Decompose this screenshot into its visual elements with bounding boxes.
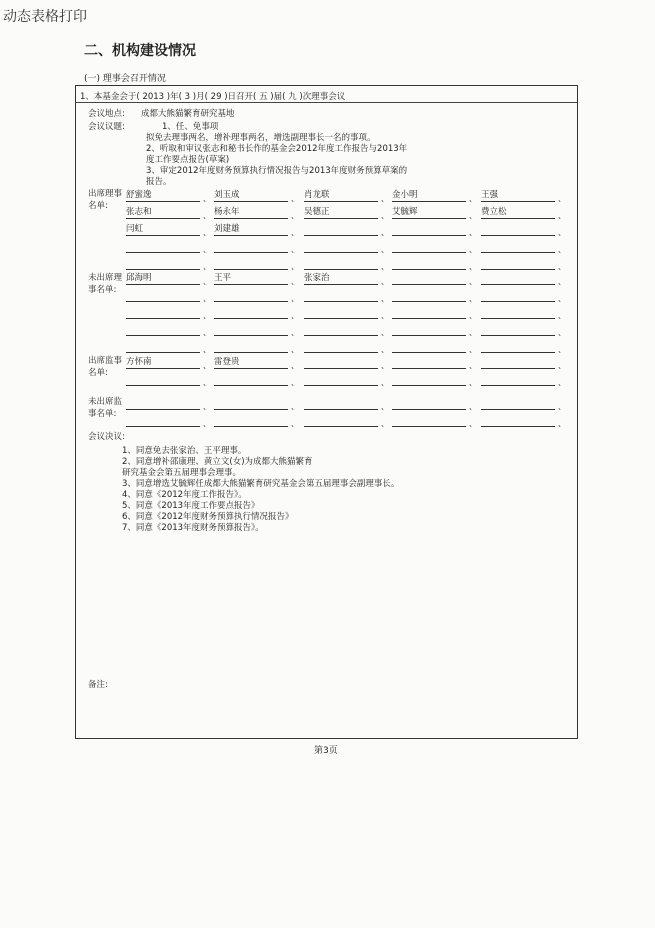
name-slot (304, 307, 378, 319)
separator: 、 (381, 262, 389, 271)
name-slot (304, 398, 378, 410)
name-slot: 张志和 (126, 207, 200, 219)
separator: 、 (203, 328, 211, 337)
name-slot (126, 241, 200, 253)
name-slot: 刘建雄 (214, 224, 288, 236)
separator: 、 (291, 211, 299, 220)
separator: 、 (203, 262, 211, 271)
name-slot (126, 374, 200, 386)
name-slot (392, 273, 466, 285)
name-slot: 艾毓辉 (392, 207, 466, 219)
absent-directors-label (88, 272, 122, 296)
name-slot (214, 341, 288, 353)
separator: 、 (203, 245, 211, 254)
separator: 、 (381, 402, 389, 411)
separator: 、 (558, 328, 566, 337)
label-line: 事名单: (88, 409, 117, 419)
name-slot: 费立松 (481, 207, 555, 219)
separator: 、 (469, 294, 477, 303)
name-slot: 闫虹 (126, 224, 200, 236)
separator: 、 (291, 378, 299, 387)
separator: 、 (203, 378, 211, 387)
separator: 、 (558, 345, 566, 354)
separator: 、 (469, 328, 477, 337)
separator: 、 (469, 345, 477, 354)
separator: 、 (558, 311, 566, 320)
name-slot (126, 324, 200, 336)
separator: 、 (469, 277, 477, 286)
name-slot (481, 357, 555, 369)
year-label: 年 (170, 92, 179, 102)
separator: 、 (381, 378, 389, 387)
day-label: 日召开 (227, 92, 254, 102)
separator: 、 (291, 245, 299, 254)
name-slot (214, 307, 288, 319)
name-slot (304, 290, 378, 302)
label-line: 名单: (88, 201, 108, 211)
name-slot (214, 415, 288, 427)
separator: 、 (203, 419, 211, 428)
separator: 、 (381, 345, 389, 354)
name-slot (304, 224, 378, 236)
name-slot (481, 224, 555, 236)
separator: 、 (558, 402, 566, 411)
separator: 、 (203, 211, 211, 220)
name-slot: 吴德正 (304, 207, 378, 219)
name-slot (392, 357, 466, 369)
section-title: 二、机构建设情况 (84, 43, 196, 59)
separator: 、 (381, 277, 389, 286)
name-slot (304, 357, 378, 369)
separator: 、 (291, 294, 299, 303)
subsection-title: (一) 理事会召开情况 (84, 74, 166, 84)
date-prefix: 1、本基金会于 (80, 92, 137, 102)
label-line: 未出席监 (88, 397, 123, 407)
name-slot (481, 324, 555, 336)
location-label: 会议地点: (88, 109, 125, 119)
meeting-session: 九 (288, 92, 297, 102)
separator: 、 (291, 361, 299, 370)
name-slot (392, 374, 466, 386)
name-slot (481, 290, 555, 302)
topic-line: 2、听取和审议张志和秘书长作的基金会2012年度工作报告与2013年 (146, 144, 408, 154)
resolution-line: 4、同意《2012年度工作报告》。 (122, 490, 247, 500)
separator: 、 (203, 194, 211, 203)
resolution-line: 5、同意《2013年度工作要点报告》 (122, 501, 260, 511)
name-slot (126, 415, 200, 427)
name-slot: 雷登贵 (214, 357, 288, 369)
resolution-line: 2、同意增补邵康理、黄立文(女)为成都大熊猫繁育 (122, 457, 313, 467)
name-slot (214, 258, 288, 270)
separator: 、 (291, 402, 299, 411)
separator: 、 (558, 194, 566, 203)
resolutions-label: 会议决议: (88, 432, 125, 442)
table-divider (75, 102, 577, 103)
name-slot (481, 273, 555, 285)
name-slot (481, 307, 555, 319)
separator: 、 (203, 361, 211, 370)
name-slot: 刘玉成 (214, 190, 288, 202)
month-label: 月 (196, 92, 205, 102)
present-directors-label (88, 188, 122, 212)
label-line: 未出席理 (88, 273, 123, 283)
separator: 、 (469, 361, 477, 370)
name-slot (126, 258, 200, 270)
name-slot (481, 241, 555, 253)
separator: 、 (469, 194, 477, 203)
present-supervisors-label (88, 355, 122, 379)
location-value: 成都大熊猫繁育研究基地 (141, 109, 235, 119)
topic-line: 拟免去理事两名，增补理事两名，增选副理事长一名的事项。 (146, 133, 376, 143)
name-slot (214, 324, 288, 336)
name-slot (392, 341, 466, 353)
meeting-year: 2013 (142, 92, 165, 102)
name-slot (392, 415, 466, 427)
separator: 、 (291, 311, 299, 320)
meeting-month: 3 (184, 92, 191, 102)
separator: 、 (291, 277, 299, 286)
name-slot (392, 324, 466, 336)
separator: 、 (291, 194, 299, 203)
separator: 、 (558, 262, 566, 271)
meeting-term: 五 (259, 92, 268, 102)
remarks-label: 备注: (88, 680, 108, 690)
name-slot (392, 307, 466, 319)
name-slot (392, 224, 466, 236)
absent-supervisors-label (88, 396, 122, 420)
name-slot (392, 241, 466, 253)
separator: 、 (558, 277, 566, 286)
label-line: 出席监事 (88, 356, 123, 366)
separator: 、 (291, 345, 299, 354)
separator: 、 (203, 345, 211, 354)
name-slot (214, 290, 288, 302)
name-slot (304, 241, 378, 253)
label-line: 名单: (88, 368, 108, 378)
topics-label: 会议议题: (88, 122, 125, 132)
separator: 、 (469, 378, 477, 387)
separator: 、 (381, 328, 389, 337)
meeting-date-line: 1、本基金会于( 2013 )年( 3 )月( 29 )日召开( 五 )届( 九 )次理事会议 (80, 92, 346, 102)
name-slot (304, 415, 378, 427)
name-slot (481, 258, 555, 270)
label-line: 出席理事 (88, 189, 123, 199)
separator: 、 (558, 378, 566, 387)
name-slot (481, 341, 555, 353)
resolution-line: 6、同意《2012年度财务预算执行情况报告》 (122, 512, 294, 522)
separator: 、 (203, 294, 211, 303)
name-slot (304, 324, 378, 336)
separator: 、 (558, 211, 566, 220)
term-label: 届 (273, 92, 283, 102)
name-slot (392, 398, 466, 410)
name-slot (126, 307, 200, 319)
resolution-line: 3、同意增选艾毓辉任成都大熊猫繁育研究基金会第五届理事会副理事长。 (122, 479, 400, 489)
resolution-line: 研究基金会第五届理事会理事。 (122, 468, 242, 478)
name-slot: 肖龙联 (304, 190, 378, 202)
separator: 、 (291, 328, 299, 337)
topic-line: 报告。 (146, 177, 172, 187)
name-slot (481, 415, 555, 427)
separator: 、 (381, 294, 389, 303)
separator: 、 (381, 194, 389, 203)
name-slot (126, 290, 200, 302)
name-slot (304, 374, 378, 386)
separator: 、 (291, 228, 299, 237)
name-slot (214, 374, 288, 386)
name-slot: 张家治 (304, 273, 378, 285)
separator: 、 (558, 294, 566, 303)
name-slot: 金小明 (392, 190, 466, 202)
separator: 、 (469, 245, 477, 254)
resolution-line: 7、同意《2013年度财务预算报告》。 (122, 523, 264, 533)
topic-line: 3、审定2012年度财务预算执行情况报告与2013年度财务预算草案的 (146, 166, 408, 176)
name-slot: 邱海明 (126, 273, 200, 285)
name-slot: 王平 (214, 273, 288, 285)
name-slot (214, 241, 288, 253)
separator: 、 (469, 311, 477, 320)
name-slot (126, 341, 200, 353)
topic-line: 度工作要点报告(草案) (146, 155, 230, 165)
separator: 、 (203, 311, 211, 320)
separator: 、 (381, 211, 389, 220)
page-number: 第3页 (314, 746, 338, 756)
name-slot (481, 374, 555, 386)
separator: 、 (469, 211, 477, 220)
separator: 、 (203, 228, 211, 237)
separator: 、 (381, 419, 389, 428)
separator: 、 (381, 228, 389, 237)
separator: 、 (469, 419, 477, 428)
name-slot (214, 398, 288, 410)
separator: 、 (381, 311, 389, 320)
resolution-line: 1、同意免去张家治、王平理事。 (122, 446, 247, 456)
name-slot (304, 341, 378, 353)
separator: 、 (558, 361, 566, 370)
separator: 、 (381, 361, 389, 370)
separator: 、 (203, 402, 211, 411)
session-label: 次理事会议 (302, 92, 346, 102)
separator: 、 (469, 262, 477, 271)
name-slot: 杨永年 (214, 207, 288, 219)
separator: 、 (558, 419, 566, 428)
name-slot: 舒蜜逸 (126, 190, 200, 202)
name-slot (392, 258, 466, 270)
label-line: 事名单: (88, 285, 117, 295)
separator: 、 (558, 245, 566, 254)
name-slot (481, 398, 555, 410)
topic-line: 1、任、免事项 (162, 122, 219, 132)
separator: 、 (203, 277, 211, 286)
separator: 、 (469, 228, 477, 237)
meeting-day: 29 (210, 92, 222, 102)
name-slot (304, 258, 378, 270)
separator: 、 (381, 245, 389, 254)
separator: 、 (558, 228, 566, 237)
separator: 、 (291, 419, 299, 428)
separator: 、 (469, 402, 477, 411)
name-slot (126, 398, 200, 410)
name-slot: 方怀南 (126, 357, 200, 369)
name-slot: 王强 (481, 190, 555, 202)
print-header: 动态表格打印 (3, 9, 87, 25)
name-slot (392, 290, 466, 302)
separator: 、 (291, 262, 299, 271)
